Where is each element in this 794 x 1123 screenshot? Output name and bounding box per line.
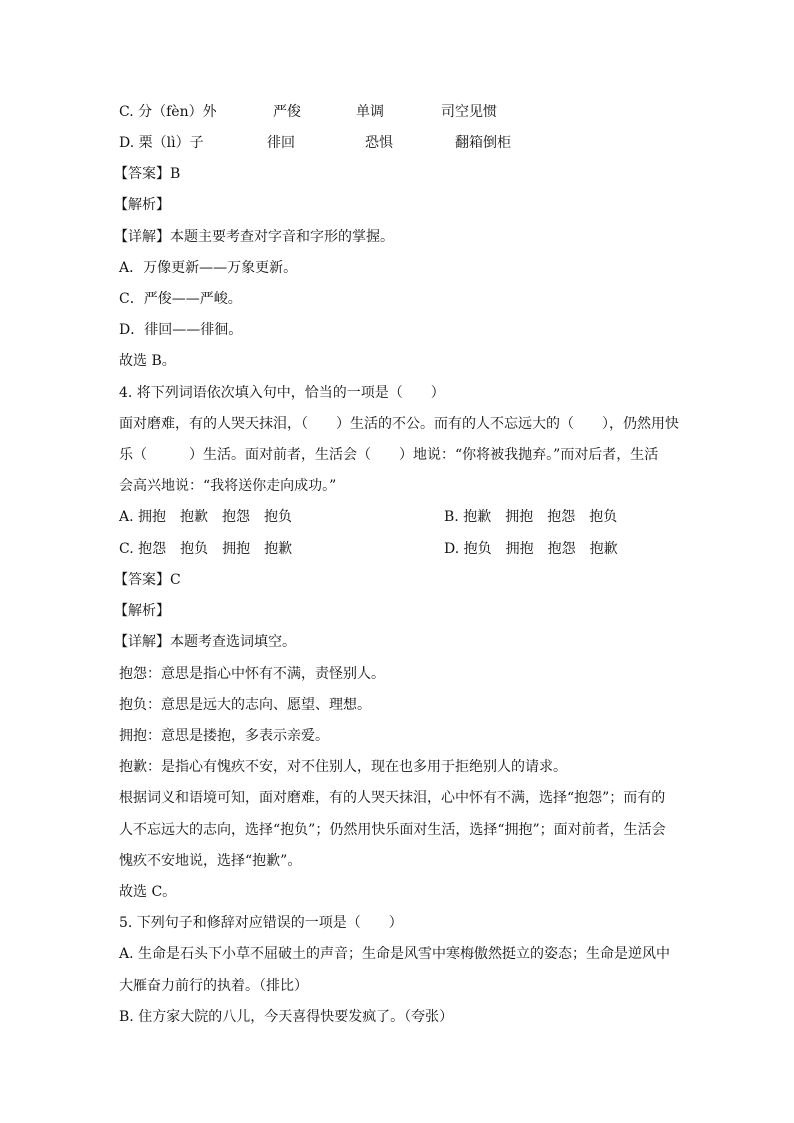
q5-option-b: B. 住方家大院的八儿，今天喜得快要发疯了。（夸张） [119, 1009, 454, 1025]
q3-option-d-word-2: 徘回 [267, 135, 295, 151]
q3-option-c-word-4: 司空见惯 [441, 104, 497, 120]
q4-conclusion: 故选 C。 [119, 884, 177, 900]
q4-answer: 【答案】C [114, 572, 181, 588]
q4-detail: 【详解】本题考查选词填空。 [114, 634, 296, 650]
q3-option-d [119, 133, 511, 153]
q4-reasoning-line-2: 人不忘远大的志向，选择“抱负”；仍然用快乐面对生活，选择“拥抱”；面对前者，生活会 [119, 822, 666, 838]
q4-stem: 4. 将下列词语依次填入句中，恰当的一项是（ ） [119, 385, 445, 401]
q3-detail: 【详解】本题主要考查对字音和字形的掌握。 [114, 229, 394, 245]
q3-correction-d: D．徘回——徘徊。 [119, 322, 243, 338]
q5-option-a-line-2: 大雁奋力前行的执着。（排比） [119, 978, 308, 994]
q3-option-d-word-4: 翻箱倒柜 [455, 135, 511, 151]
q4-option-d: D. 抱负 拥抱 抱怨 抱歉 [444, 541, 618, 557]
q4-analysis-tag: 【解析】 [114, 603, 170, 619]
q3-correction-a: A．万像更新——万象更新。 [119, 260, 298, 276]
q4-definition-3: 拥抱：意思是搂抱，多表示亲爱。 [119, 728, 329, 744]
q4-reasoning-line-3: 愧疚不安地说，选择“抱歉”。 [119, 853, 302, 869]
q4-definition-1: 抱怨：意思是指心中怀有不满，责怪别人。 [119, 666, 385, 682]
q3-option-d-word-1: D. 栗（lì）子 [119, 135, 204, 151]
q4-passage-line-2: 乐（ ）生活。面对前者，生活会（ ）地说：“你将被我抛弃。”而对后者，生活 [119, 447, 659, 463]
q4-definition-4: 抱歉：是指心有愧疚不安，对不住别人，现在也多用于拒绝别人的请求。 [119, 759, 567, 775]
q3-analysis-tag: 【解析】 [114, 197, 170, 213]
q4-option-b: B. 抱歉 拥抱 抱怨 抱负 [444, 509, 618, 525]
q3-conclusion: 故选 B。 [119, 353, 176, 369]
q4-passage-line-1: 面对磨难，有的人哭天抹泪，（ ）生活的不公。而有的人不忘远大的（ ），仍然用快 [119, 416, 679, 432]
q4-reasoning-line-1: 根据词义和语境可知，面对磨难，有的人哭天抹泪，心中怀有不满，选择“抱怨”；而有的 [119, 790, 666, 806]
q3-option-c-word-2: 严俊 [273, 104, 301, 120]
q5-option-a-line-1: A. 生命是石头下小草不屈破土的声音；生命是风雪中寒梅傲然挺立的姿态；生命是逆风中 [119, 946, 671, 962]
q4-option-c: C. 抱怨 抱负 拥抱 抱歉 [119, 541, 293, 557]
q4-option-a: A. 拥抱 抱歉 抱怨 抱负 [119, 509, 293, 525]
q4-passage-line-3: 会高兴地说：“我将送你走向成功。” [119, 478, 337, 494]
q3-option-c-word-1: C. 分（fèn）外 [119, 104, 217, 120]
q4-definition-2: 抱负：意思是远大的志向、愿望、理想。 [119, 697, 371, 713]
q5-stem: 5. 下列句子和修辞对应错误的一项是（ ） [119, 915, 403, 931]
q3-option-d-word-3: 恐惧 [365, 135, 393, 151]
q3-option-c-word-3: 单调 [356, 104, 384, 120]
q3-answer: 【答案】B [114, 166, 181, 182]
q3-option-c [119, 102, 497, 122]
q3-correction-c: C．严俊——严峻。 [119, 291, 242, 307]
